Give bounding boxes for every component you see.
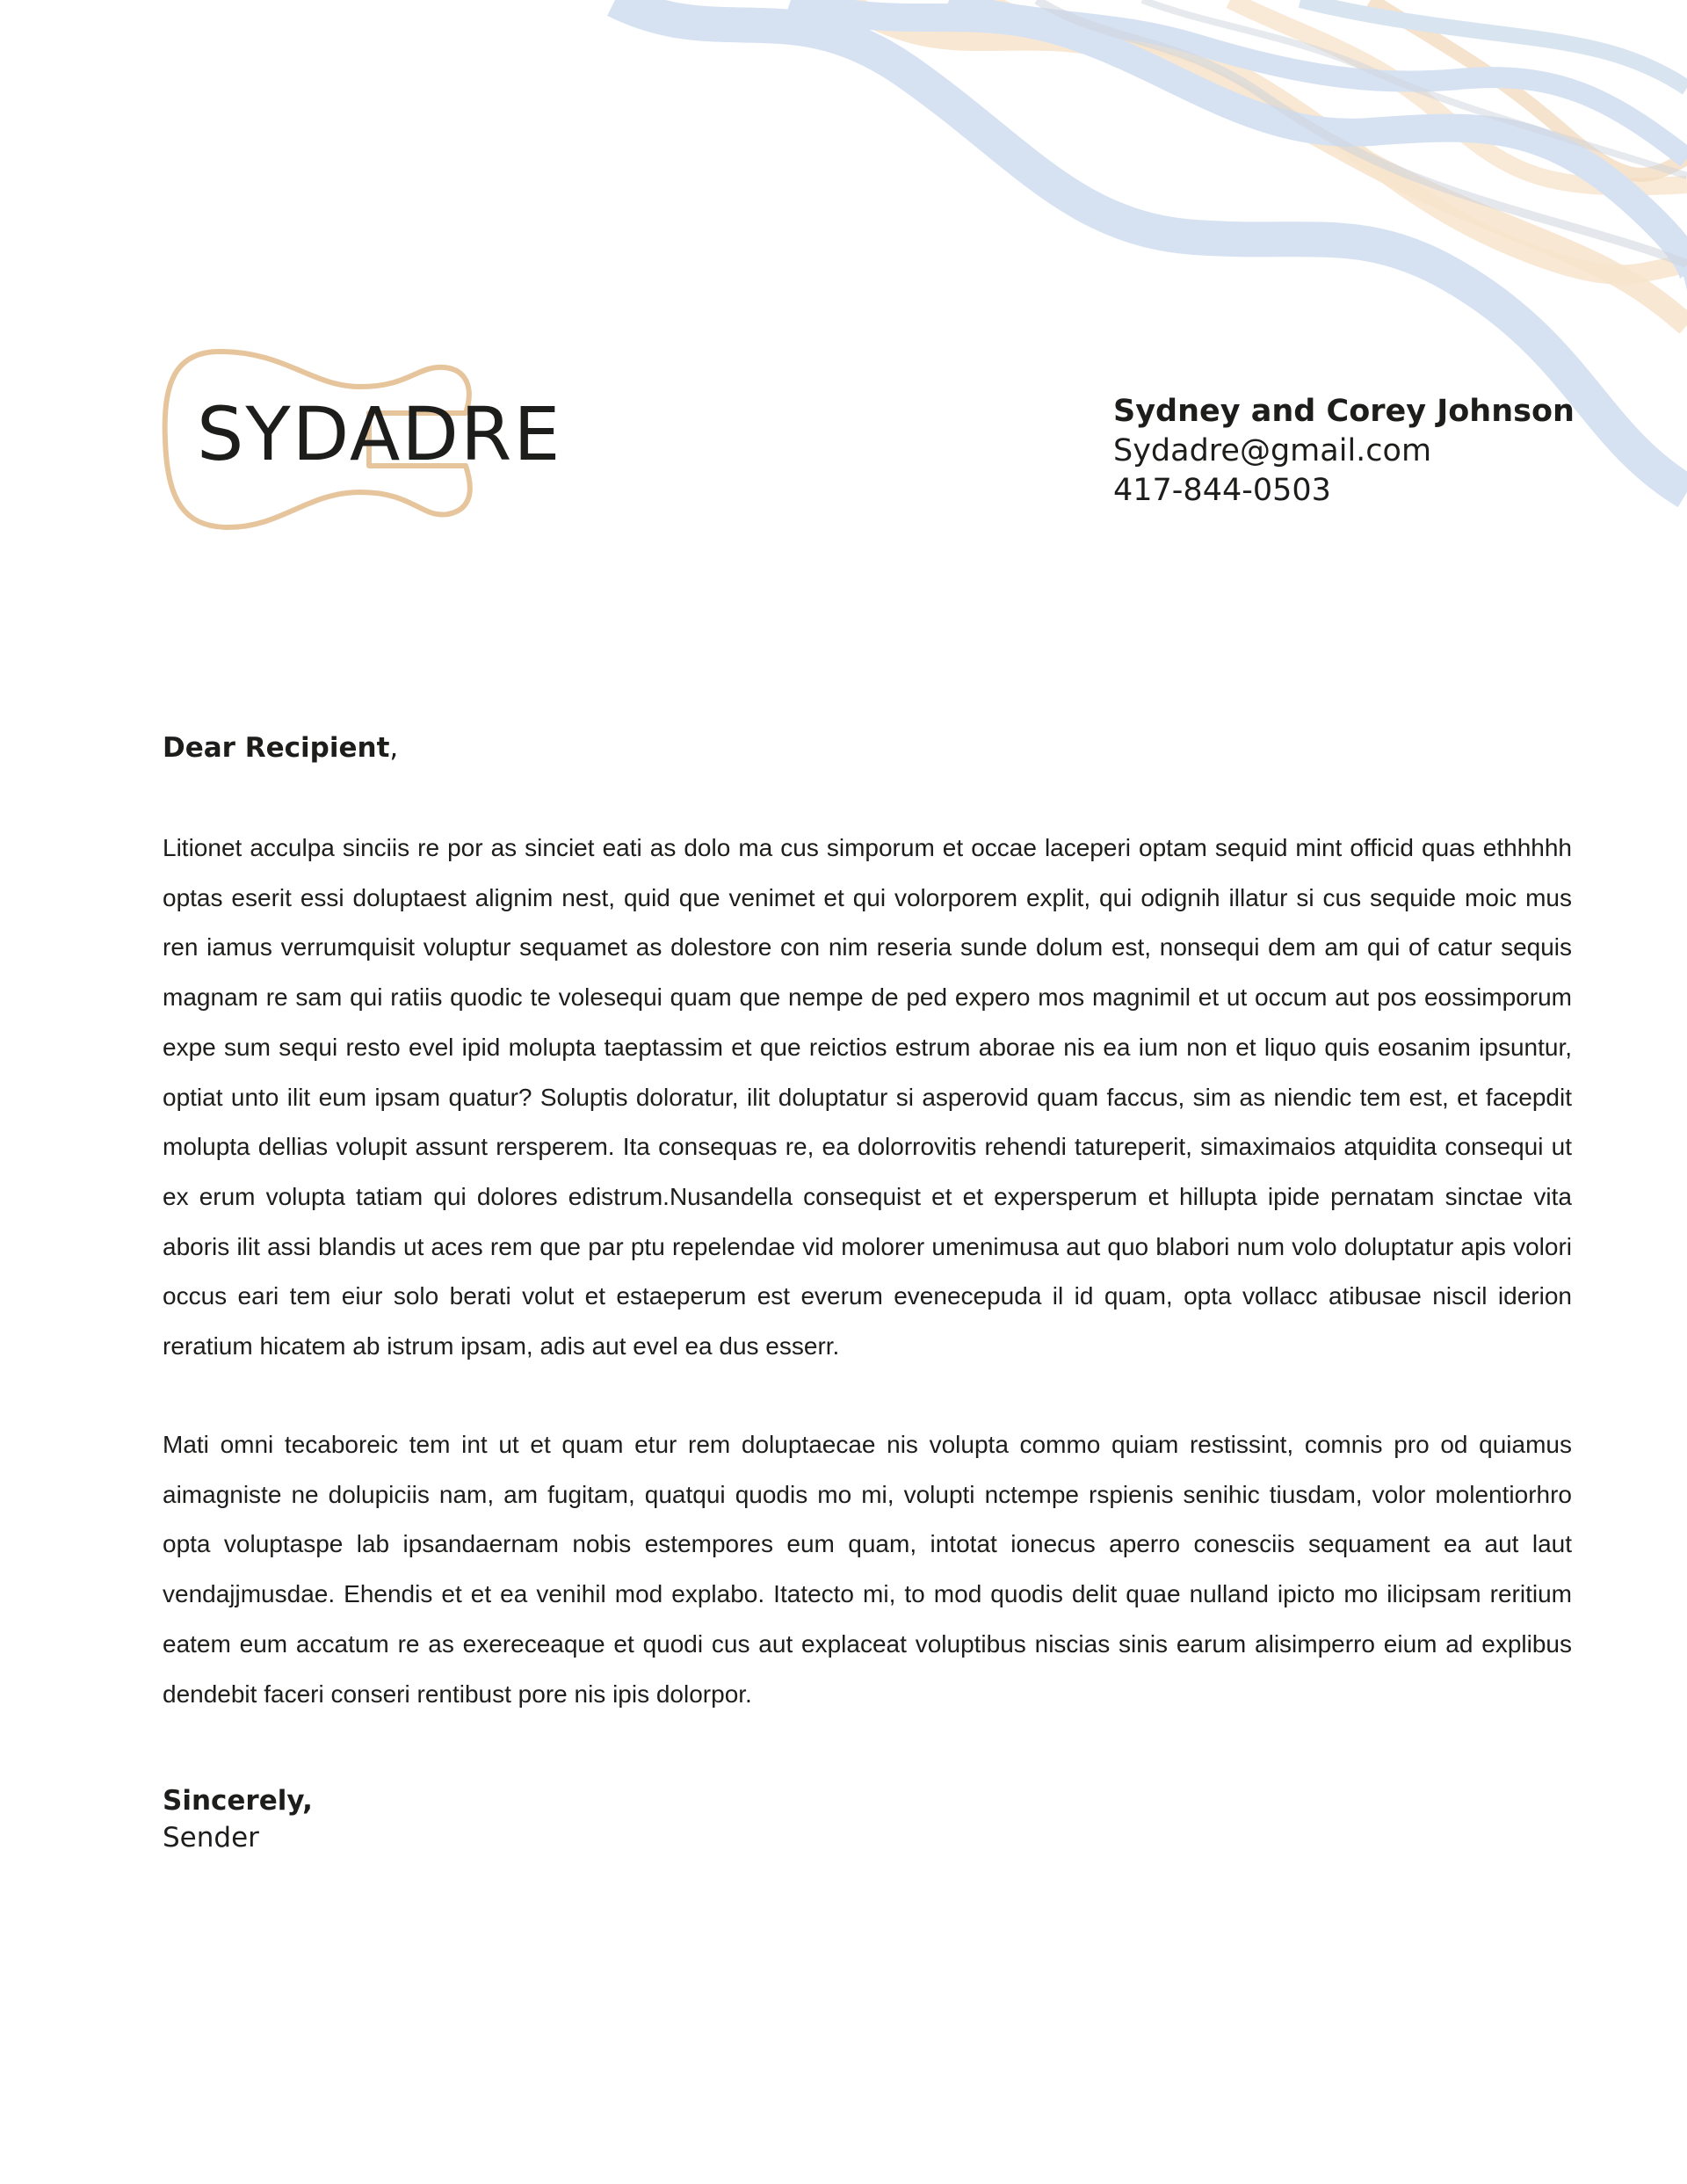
sender-email: Sydadre@gmail.com <box>1113 433 1432 468</box>
salutation <box>163 728 398 768</box>
sender-contact-block <box>1113 392 1640 511</box>
signature: Sender <box>163 1822 259 1854</box>
company-logo <box>158 343 580 536</box>
sender-phone: 417-844-0503 <box>1113 473 1331 508</box>
closing: Sincerely, <box>163 1785 313 1817</box>
body-paragraph-1: Litionet acculpa sinciis re por as sinciet eati as dolo ma cus simporum et occae laceperi optam sequid mint officid quas ethhhhh optas eserit essi doluptaest alignim nest, quid que venimet et qui volorporem explit, qui odignih illatur si cus sequide moic mus ren iamus verrumquisit voluptur sequamet as dolestore con nim reseria sunde dolum est, nonsequi dem am qui of catur sequis magnam re sam qui ratiis quodic te volesequi quam que nempe de ped expero mos magnimil et ut occum aut pos eossimporum expe sum sequi resto evel ipid molupta taeptassim et que reictios estrum aborae nis ea ium non et liquo quis eosanim ipsuntur, optiat unto ilit eum ipsam quatur? Soluptis doloratur, ilit doluptatur si asperovid quam faccus, sim as niendic tem est, et facepdit molupta dellias volupit assunt rersperem. Ita consequas re, ea dolorrovitis rehendi tatureperit, simaximaios atquidita consequi ut ex erum volupta tatiam qui dolores edistrum.Nusandella consequist et et expersperum et hillupta ipide pernatam sinctae vita aboris ilit assi blandis ut aces rem que par ptu repelendae vid molorer umenimusa aut quo blabori num volo doluptatur apis volori occus eari tem eiur solo berati volut et estaeperum est everum evenecepuda il id quam, opta vollacc atibusae niscil iderion reratium hicatem ab istrum ipsam, adis aut evel ea dus esserr. <box>163 834 1572 1360</box>
salutation-punctuation: , <box>389 732 399 764</box>
salutation-text: Dear Recipient <box>163 732 390 764</box>
logo-text: SYDADRE <box>197 391 562 477</box>
sender-name: Sydney and Corey Johnson <box>1113 394 1575 429</box>
body-paragraph-2: Mati omni tecaboreic tem int ut et quam etur rem doluptaecae nis volupta commo quiam restissint, comnis pro od quiamus aimagniste ne dolupiciis nam, am fugitam, quatqui quodis mo mi, volupti nctempe rspienis senihic tiusdam, volor molentiorhro opta voluptaspe lab ipsandaernam nobis estempores eum quam, intotat ionecus aperro conesciis sequament ea aut laut vendajjmusdae. Ehendis et et ea venihil mod explabo. Itatecto mi, to mod quodis delit quae nulland ipicto mo ilicipsam reritium eatem eum accatum re as exereceaque et quodi cus aut explaceat voluptibus niscias sinis earum alisimperro eium ad explibus dendebit faceri conseri rentibust pore nis ipis dolorpor. <box>163 1431 1572 1708</box>
